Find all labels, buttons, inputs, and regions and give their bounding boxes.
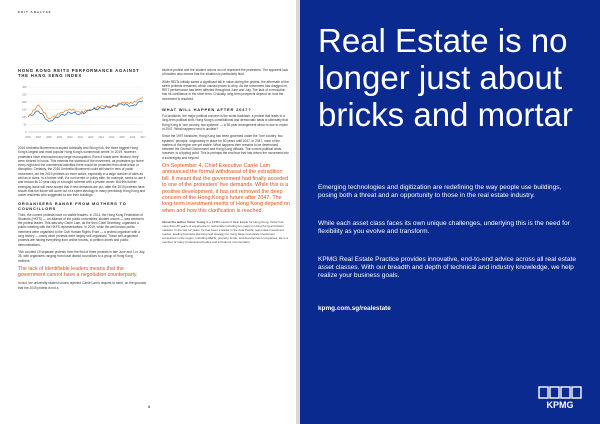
x-tick-label: 2007 (35, 136, 42, 139)
chart (18, 84, 146, 140)
subheading: WHAT WILL HAPPEN AFTER 2047? (162, 107, 252, 113)
x-tick-label: 2008 (46, 136, 52, 139)
column-right (162, 68, 290, 244)
paragraph: 2016 Umbrella Movement occupied Admiralty and Wong Kok, the three biggest Hong Kong's largest and most popular Hong Kong's commercial centre. In 2019, however, protesters have encroached any large reoccupation. Even if roads were blocked, they were cleared in hours. This extends the stamina of the movement, as protesters go home every night and the commercial activities there would be protected from obstruction or disruption. Certainly, the 2016 Umbrella Movement could still start in tens of youth movement, but the 2019 protests so more active, especially in a large number of sites as well as in sizes. In a further shift, if a root centre or policy elite, for example, seeks to use it and reduce its 10 year rally of a bought scheme with a private owner. But this further emerging issue will most accept that if new demands are put, after the 2019 protests have shown that the future will come out of a spent ideology in many previously Hong Kong and under residents who suggested to see their buildings. (18, 146, 146, 198)
logo-text: KPMG (546, 400, 574, 410)
paragraph: In fact, the university student unions rejected Carrie Lam's request to meet, on the grounds that the 2019 protest is not a (18, 281, 147, 290)
y-tick-label: 50 (23, 123, 27, 127)
about-author (162, 220, 290, 244)
left-page (0, 0, 296, 424)
y-tick-label: 300 (22, 86, 27, 89)
y-tick-label: 150 (22, 108, 27, 112)
ad-body-3: KPMG Real Estate Practice provides innovative, end-to-end advice across all real estate asset classes. With our breadth and depth of technical and industry knowledge, we help realize your business goals. (318, 256, 577, 280)
pull-quote: On September 4, Chief Executive Carrie Lam announced the formal withdrawal of the extradition bill. It meant that the government had finally acceded to one of the protesters' five demands. While this is a positive development, it has not removed the deep concern of the Hong Kong's future after 2047. The long-term investment merits of Hong Kong depend on when and how this clarification is reached. (162, 163, 290, 214)
y-tick-label: 0 (25, 131, 27, 134)
series-line-1 (28, 97, 143, 119)
kpmg-logo (538, 386, 584, 415)
column-left (18, 146, 146, 293)
x-tick-label: 2016 (129, 136, 136, 139)
right-page-ad (300, 0, 600, 424)
chart-title: HONG KONG REITS PERFORMANCE AGAINST THE HANG SENG INDEX (18, 68, 140, 79)
x-tick-label: 2010 (67, 136, 73, 139)
x-tick-label: 2014 (108, 136, 115, 139)
page-number: 8 (148, 404, 151, 409)
x-tick-label: 2015 (119, 136, 125, 139)
kpmg-logo-icon (538, 386, 584, 410)
x-tick-label: 2011 (77, 136, 83, 139)
ad-body-1: Emerging technologies and digitization are redefining the way people use buildings, posing both a threat and an opportunity to those in the real estate industry. (318, 184, 562, 200)
series-line-0 (28, 101, 143, 122)
paragraph: While REITs initially saved a significant fall in value during the protest, the aftermath of the street protests remained, which caused prices to drop. As the movement has dragged on, REIT performance has been affected throughout June and July. The lack of a resolution has hit confidence in the short term. Crucially, long-term prospects depend on how the movement is resolved. (162, 79, 289, 101)
subheading: ORGANISERS RANGE FROM MOTHERS TO COUNCILLORS (18, 200, 127, 211)
quote: "We counted 19 separate protests from the first of three protests in late June and 1 in July. 35, with organisers ranging from local district councillors to a group of Hong Kong mothers." (18, 249, 146, 263)
y-tick-label: 200 (22, 101, 27, 104)
paragraph: For landlords, the major political concern is the worst backlash: a protest that leads to a long-term political shift. Hong Kong's constitutional and democratic basis is ultimately that Hong Kong is 'one country, two systems' — a 50-year arrangement which is due to expire in 2047. What happens next is unclear? (162, 114, 288, 131)
ad-headline: Real Estate is no longer just about bricks and mortar (318, 22, 573, 133)
x-tick-label: 2012 (88, 136, 94, 139)
x-tick-label: 2006 (25, 136, 31, 139)
ad-url[interactable]: kpmg.com.sg/realestate (318, 305, 391, 312)
section-tag: EDIT ANALYSE (18, 10, 52, 14)
paragraph: Third, the current protests have no visible leaders. In 2014, the Hong Kong Federation of Students (HKFS) — an alliance of the public universities' student unions — was central to the protest leader. This was why Carrie Lam, as the then Chief Secretary, organised a public meeting with the HKFS representatives. In 2019, while the well known public members were organised to the Civil Human Rights Front — a protest organiser with a long history — many other protests were largely self-organised. These self-organised protests are having everything from online forums, to petition drives and public demonstrations. (18, 212, 145, 247)
ad-body-2: While each asset class faces its own unique challenges, underlying this is the need for flexibility as you evolve and transform. (318, 220, 570, 236)
y-tick-label: 250 (22, 93, 27, 97)
paragraph: student protest and the student unions do not represent the protesters. The apparent lack of leaders also means that the situation is particularly fluid. (162, 68, 288, 77)
x-tick-label: 2009 (56, 136, 63, 139)
x-tick-label: 2017 (140, 136, 146, 139)
pull-quote: The lack of identifiable leaders means that the government cannot have a negotiation counterparty. (18, 265, 138, 279)
chart-svg (18, 84, 146, 140)
paragraph: Since the 1997 handover, Hong Kong has been governed under the "one country, two systems" principle, supposedly in place for 50 years until 2047. In 2047, none of the matters of the region are yet visible. What happens then remains to be determined between the Central Government and Hong Kong officials. The current political crisis, however, is a tipping point. This is perhaps the real fear that has driven the movement into a sovereignty and beyond. (162, 134, 289, 160)
about-label: About the author Victor Young (162, 220, 206, 225)
y-tick-label: 100 (22, 116, 27, 119)
about-text: is a KPMG Head of Real Estate for Hong Kong. Victor has more than 20 years of experience in real estate including ten years in Hong Kong and Asian markets. In the last 12 years, he has been a leader in the Asia Pacific real estate investment market, leading business planning and strategy for many large real estate investment companies in the region, including REITs, property funds, and development companies. He is a member of many professional bodies and a frequent commentator. (162, 220, 289, 245)
x-tick-label: 2013 (98, 136, 104, 139)
